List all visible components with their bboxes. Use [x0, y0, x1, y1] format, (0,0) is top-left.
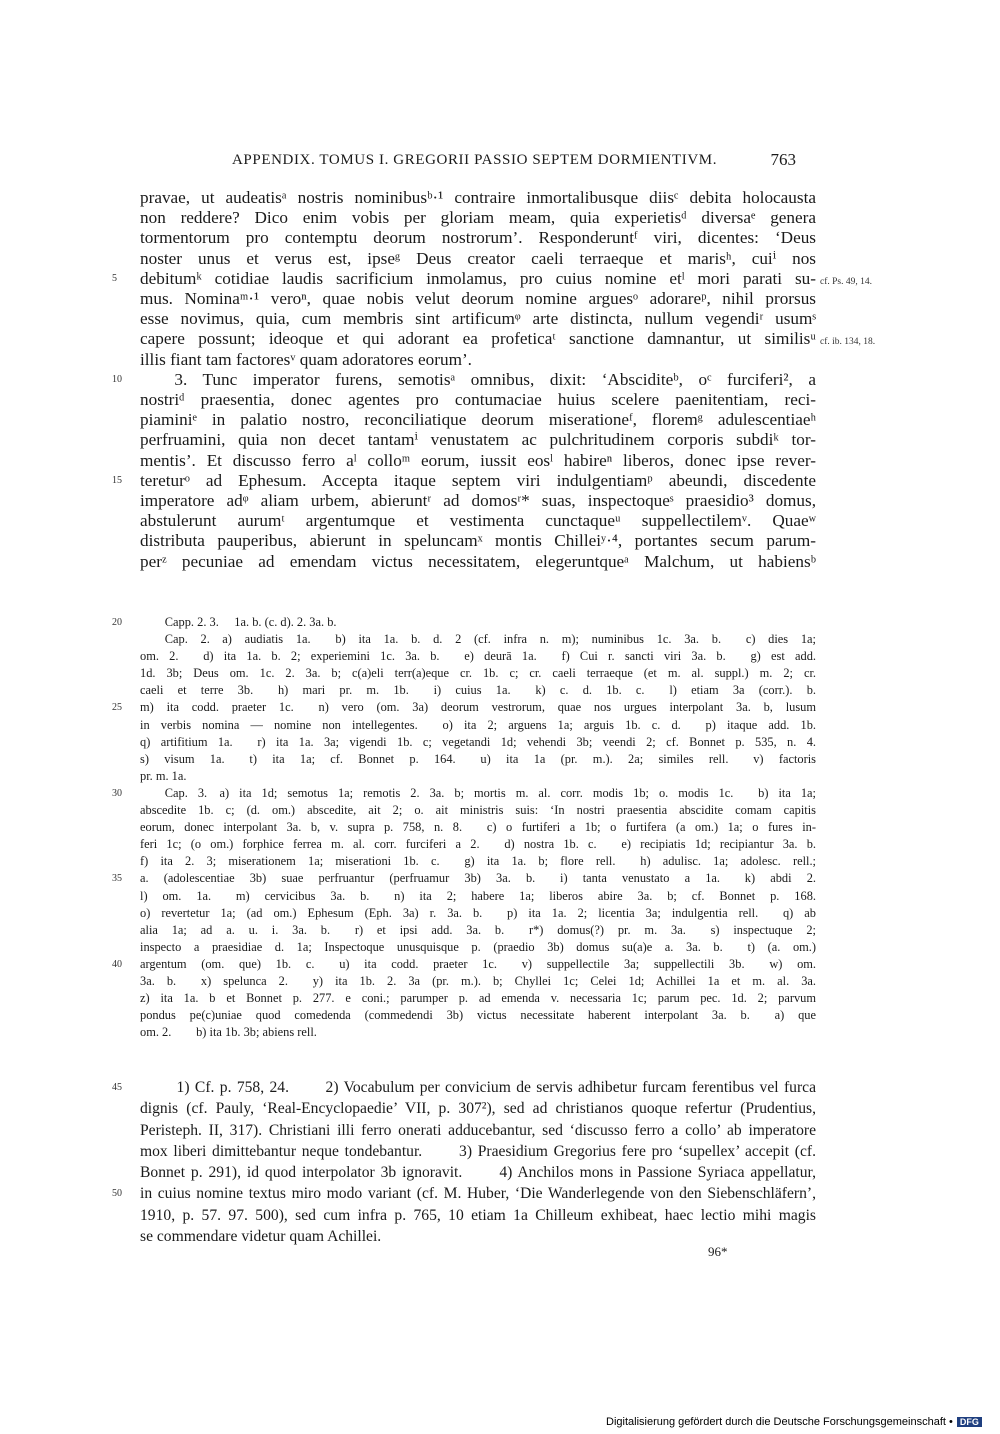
- apparatus-line-text: f) ita 2. 3; miserationem 1a; miserationi 1b. c. g) ita 1a. b; flore rell. h) adulisc. 1a; adolesc. rell.;: [140, 854, 816, 869]
- apparatus-line: [140, 1024, 816, 1041]
- apparatus-line: [112, 614, 816, 631]
- apparatus-line-text: alia 1a; ad a. u. i. 3a. b. r) et ipsi add. 3a. b. r*) domus(?) pr. m. 3a. s) inspectuque 2;: [140, 922, 816, 937]
- footnote-line: [112, 1183, 816, 1204]
- apparatus-line-text: eorum, donec interpolant 3a. b, v. supra p. 758, n. 8. c) o furtiferi a 1b; o furtifera (a om.) 1a; o fures in-: [140, 820, 816, 835]
- apparatus-line: [140, 973, 816, 990]
- footnote-line: [112, 1077, 816, 1098]
- critical-apparatus: [112, 614, 816, 1041]
- line-number: 10: [112, 373, 122, 385]
- line-number: 20: [112, 617, 122, 628]
- text-line-text: tereturᵒ ad Ephesum. Accepta itaque septem viri indulgentiamᵖ abeundi, discedente: [140, 470, 816, 490]
- apparatus-line-text: Cap. 3. a) ita 1d; semotus 1a; remotis 2. 3a. b; mortis m. al. corr. modis 1b; o. modis 1c. b) ita 1a;: [140, 785, 816, 800]
- apparatus-line: [140, 905, 816, 922]
- apparatus-line-text: argentum (om. que) 1b. c. u) ita codd. praeter 1c. v) suppellectile 3a; suppellectili 3b. w) om.: [140, 956, 816, 971]
- text-line-text: abstulerunt aurumᵗ argentumque et vestimenta cunctaqueᵘ suppellectilemᵛ. Quaeʷ: [140, 511, 816, 531]
- text-line: [140, 491, 816, 511]
- apparatus-line-text: 3a. b. x) speluncа 2. y) ita 1b. 2. 3a (pr. m.). b; Chyllei 1c; Celei 1d; Achillei 1a et m. al. 3a.: [140, 973, 816, 988]
- apparatus-line-text: Capp. 2. 3. 1a. b. (c. d). 2. 3a. b.: [140, 615, 337, 629]
- apparatus-line: [112, 699, 816, 716]
- footnote-line: [140, 1205, 816, 1226]
- apparatus-line: [140, 768, 816, 785]
- line-number: 40: [112, 958, 122, 970]
- apparatus-line-text: o) revertetur 1a; (ad om.) Ephesum (Eph. 3a) r. 3a. b. p) ita 1a. 2; licentia 3a; indulgentia rell. q) ab: [140, 905, 816, 920]
- apparatus-line-text: inspecto a praesidiae d. 1a; Inspectoque unusquisque p. (praedio 3b) domus su(a)e a. 3a. b. t) (a. om.): [140, 939, 816, 954]
- footnotes: [112, 1077, 816, 1247]
- apparatus-line: [140, 853, 816, 870]
- apparatus-line: [140, 990, 816, 1007]
- line-number: 35: [112, 873, 122, 885]
- apparatus-line: [112, 870, 816, 887]
- line-number: 25: [112, 702, 122, 714]
- text-line-text: perfruamini, quia non decet tantamⁱ venustatem ac pulchritudinem corporis subdiᵏ tor-: [140, 430, 816, 450]
- text-line: [140, 451, 816, 471]
- text-line: [140, 410, 816, 430]
- text-line: [140, 430, 816, 450]
- line-number: 5: [112, 272, 117, 284]
- footnote-line: [140, 1162, 816, 1183]
- apparatus-line: [140, 734, 816, 751]
- text-line-text: distributa pauperibus, abierunt in speluncamˣ montis Chilleiʸ·⁴, portantes secum parum-: [140, 531, 816, 551]
- apparatus-line-text: pr. m. 1a.: [140, 768, 187, 783]
- footnote-line-text: Peristeph. II, 317). Christiani illi ferro onerati adducebantur, sed ‘discusso ferro a collo’ ab imperatore: [140, 1121, 816, 1139]
- apparatus-line-text: q) artifitium 1a. r) ita 1a. 3a; vigendi 1b. c; vegetandi 1d; vehendi 3b; veendi 2; cf. Bonnet p. 535, n. 4.: [140, 734, 816, 749]
- line-number: 15: [112, 474, 122, 486]
- apparatus-line: [140, 682, 816, 699]
- line-number: 50: [112, 1188, 122, 1200]
- footnote-line-text: 1910, p. 57. 97. 500), sed cum infra p. 765, 10 etiam 1a Chilleum exhibeat, haec lectio mihi magis: [140, 1206, 816, 1224]
- apparatus-line: [140, 802, 816, 819]
- apparatus-line-text: l) om. 1a. m) cervicibus 3a. b. n) ita 2; habere 1a; liberos abire 3a. b; cf. Bonnet p. 168.: [140, 888, 816, 903]
- text-line-text: illis fiant tam factoresᵛ quam adoratores eorum’.: [140, 349, 472, 369]
- line-number: 30: [112, 787, 122, 799]
- text-line-text: nostriᵈ praesentia, donec agentes pro contumaciae huius scelere paenitentiam, reci-: [140, 390, 816, 410]
- text-line-text: mus. Nominaᵐ·¹ veroⁿ, quae nobis velut deorum nomine arguesᵒ adorareᵖ, nihil prorsus: [140, 289, 816, 309]
- text-line: [140, 208, 816, 228]
- text-line-text: mentis’. Et discusso ferro aˡ colloᵐ eorum, iussit eosˡ habireⁿ liberos, donec ipse rever-: [140, 450, 816, 470]
- text-line-text: pravae, ut audeatisᵃ nostris nominibusᵇ·¹ contraire inmortalibusque diisᶜ debita holocausta: [140, 188, 816, 207]
- text-line: [140, 390, 816, 410]
- footnote-line-text: Bonnet p. 291), id quod interpolator 3b ignoravit. 4) Anchilos mons in Passione Syriaca appellatur,: [140, 1164, 816, 1182]
- margin-reference: cf. ib. 134, 18.: [820, 337, 876, 348]
- apparatus-line-text: in verbis nomina — nomine non intellegentes. o) ita 2; arguens 1a; arguis 1b. c. d. p) itaque add. 1b.: [140, 717, 816, 732]
- apparatus-line: [140, 717, 816, 734]
- text-line-text: piaminiᵉ in palatio nostro, reconciliatique deorum miserationeᶠ, floremᵍ adulescentiaeʰ: [140, 410, 816, 430]
- running-header: [232, 152, 796, 169]
- apparatus-line-text: pondus pe(c)uniae quod comedenda (commedendi 3b) victus necessitate haberent interpolant 3a. b. a) que: [140, 1008, 816, 1023]
- apparatus-line: [140, 888, 816, 905]
- running-title: APPENDIX. TOMUS I. GREGORII PASSIO SEPTEM DORMIENTIVM.: [232, 152, 718, 168]
- main-text: [112, 188, 876, 572]
- text-line-text: 3. Tunc imperator furens, semotisᵃ omnibus, dixit: ‘Absciditeᵇ, oᶜ furciferi², a: [140, 369, 816, 389]
- apparatus-line-text: om. 2. b) ita 1b. 3b; abiens rell.: [140, 1025, 317, 1040]
- footnote-line-text: 1) Cf. p. 758, 24. 2) Vocabulum per convicium de servis adhibetur furcam ferentibus vel furca: [140, 1079, 816, 1096]
- text-line: [112, 268, 872, 289]
- footnote-line: [140, 1120, 816, 1141]
- apparatus-line: [112, 785, 816, 802]
- apparatus-line: [140, 648, 816, 665]
- apparatus-line-text: m) ita codd. praeter 1c. n) vero (om. 3a) deorum vestrorum, quae nos urgues interpolant 3a. b, lusum: [140, 700, 816, 715]
- apparatus-line: [140, 922, 816, 939]
- footnote-line-text: mox liberi dimittebantur neque tondebantur. 3) Praesidium Gregorius fere pro ‘supellex’ accepit (cf.: [140, 1142, 816, 1160]
- apparatus-line: [140, 665, 816, 682]
- text-line-text: non reddere? Dico enim vobis per gloriam meam, quia experietisᵈ diversaᵉ genera: [140, 208, 816, 228]
- text-line: [140, 350, 816, 370]
- text-line: [140, 552, 816, 572]
- text-line-text: tormentorum pro contemptu deorum nostrorum’. Responderuntᶠ viri, dicentes: ‘Deus: [140, 228, 816, 248]
- text-line-text: debitumᵏ cotidiae laudis sacrificium inmolamus, pro cuius nomine etˡ mori parati su-: [140, 268, 816, 288]
- apparatus-line-text: abscedite 1b. c; (d. om.) abscedite, ait 2; o. ait ministris suis: ‘In nostri praesentia abscidite comam capitis: [140, 803, 816, 818]
- text-line: [140, 188, 816, 208]
- apparatus-line: [112, 956, 816, 973]
- apparatus-line-text: a. (adolescentiae 3b) suae perfruantur (perfruamur 3b) 3a. b. i) tanta venustato a 1a. k) abdi 2.: [140, 871, 816, 886]
- apparatus-line-text: 1d. 3b; Deus om. 1c. 2. 3a. b; c(a)eli terr(a)eque cr. 1b. c; cr. caeli terraeque (et m. al. suppl.) m. 2; cr.: [140, 666, 816, 681]
- apparatus-line-text: caeli et terre 3b. h) mari pr. m. 1b. i) cuius 1a. k) c. d. 1b. c. l) etiam 3a (corr.). b.: [140, 683, 816, 698]
- apparatus-line: [140, 836, 816, 853]
- footnote-line: [140, 1098, 816, 1119]
- apparatus-line: [140, 631, 816, 648]
- text-line: [140, 309, 816, 329]
- text-line-text: perᶻ pecuniae ad emendam victus necessitatem, elegeruntqueᵃ Malchum, ut habiensᵇ: [140, 551, 816, 571]
- line-number: 45: [112, 1082, 122, 1093]
- text-line: [112, 369, 816, 390]
- footer-credit: Digitalisierung gefördert durch die Deutsche Forschungsgemeinschaft •: [606, 1416, 953, 1428]
- footnote-line-text: se commendare videtur quam Achillei.: [140, 1228, 382, 1246]
- text-line: [140, 531, 816, 551]
- page-number: 763: [770, 150, 796, 169]
- signature-mark: 96*: [708, 1244, 728, 1259]
- text-line: [140, 329, 876, 349]
- text-line-text: imperatore adᵠ aliam urbem, abieruntʳ ad domosʳ* suas, inspectoqueˢ praesidio³ domus,: [140, 491, 816, 511]
- apparatus-line: [140, 1007, 816, 1024]
- apparatus-line: [140, 939, 816, 956]
- text-line-text: esse novimus, quia, cum membris sint artificumᵠ arte distincta, nullum vegendiʳ usumˢ: [140, 309, 816, 329]
- text-line-text: noster unus et verus est, ipseᵍ Deus creator caeli terraeque et marisʰ, cuiⁱ nos: [140, 248, 816, 268]
- text-line-text: capere possunt; ideoque et qui adorant ea profeticaᵗ sanctione damnantur, ut similisᵘ: [140, 329, 816, 349]
- apparatus-line-text: feri 1c; (o om.) forphice ferrea m. al. corr. furciferi a 2. d) nostra 1b. c. e) recipiatis 1d; recipiantur 3a. b.: [140, 837, 816, 852]
- apparatus-line-text: om. 2. d) ita 1a. b. 2; experiemini 1c. 3a. b. e) deurā 1a. f) Cui r. sancti viri 3a. b. g) est add.: [140, 649, 816, 664]
- dfg-logo: DFG: [957, 1417, 982, 1427]
- text-line: [140, 511, 816, 531]
- digitization-footer: [606, 1416, 982, 1428]
- apparatus-line-text: Cap. 2. a) audiatis 1a. b) ita 1a. b. d. 2 (cf. infra n. m); numinibus 1c. 3a. b. c) dies 1a;: [140, 632, 816, 647]
- footnote-line-text: in cuius nomine textus miro modo variant (cf. M. Huber, ‘Die Wanderlegende von den Siebenschläfern’,: [140, 1185, 816, 1203]
- apparatus-line-text: z) ita 1a. b et Bonnet p. 277. e coni.; parumper p. ad emenda v. necessaria 1c; parum pec. 1d. 2; parvum: [140, 991, 816, 1006]
- text-line: [140, 289, 816, 309]
- apparatus-line: [140, 819, 816, 836]
- apparatus-line-text: s) visum 1a. t) ita 1a; cf. Bonnet p. 164. u) ita 1a (pr. m.). 2a; similes rell. v) factoris: [140, 751, 816, 766]
- text-line: [140, 249, 816, 269]
- margin-reference: cf. Ps. 49, 14.: [820, 276, 872, 287]
- footnote-line-text: dignis (cf. Pauly, ‘Real-Encyclopaedie’ VII, p. 307²), sed ad christianos quoque refertur (Prudentius,: [140, 1100, 816, 1118]
- text-line: [140, 228, 816, 248]
- apparatus-line: [140, 751, 816, 768]
- text-line: [112, 470, 816, 491]
- footnote-line: [140, 1141, 816, 1162]
